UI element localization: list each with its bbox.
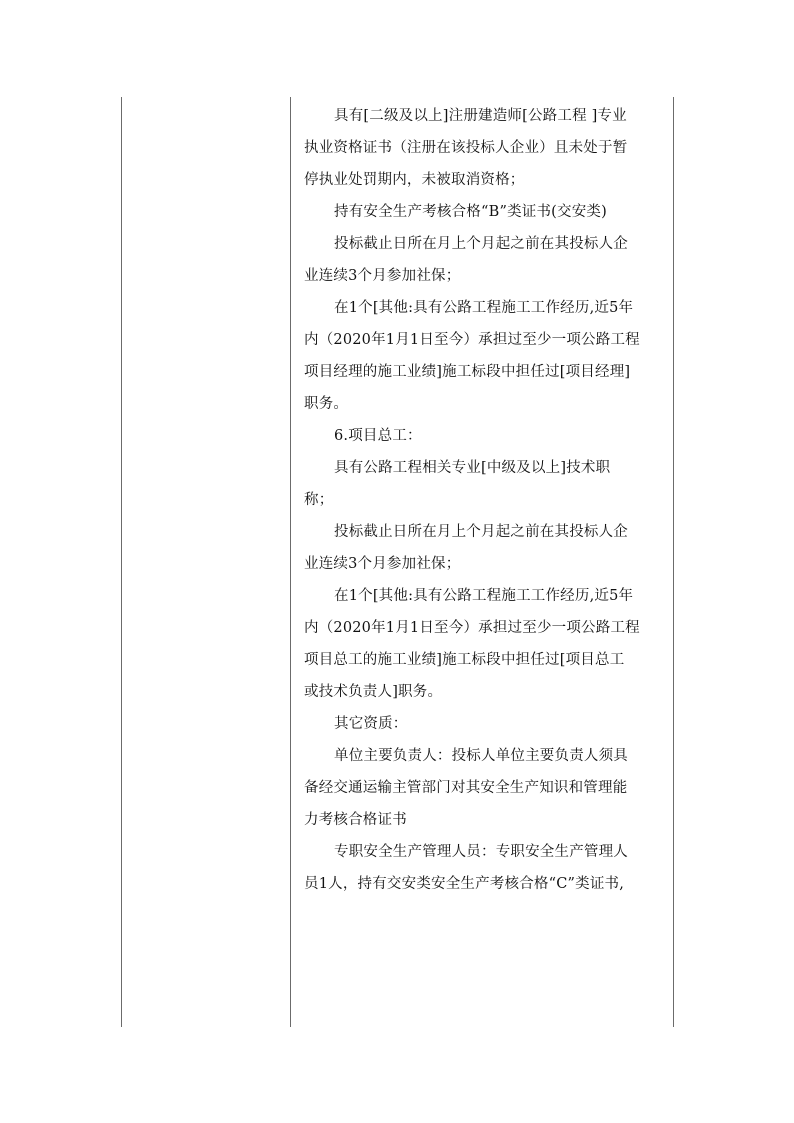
table-border-left [121,97,122,1027]
section-heading-other-qualifications: 其它资质： [334,716,408,732]
table-border-middle [290,97,291,1027]
qualification-requirements-text [304,100,666,900]
paragraph-project-manager-experience: 在1个[其他:具有公路工程施工工作经历,近5年 内（2020年1月1日至今）承担过至少一项公路工程 项目经理的施工业绩]施工标段中担任过[项目经理] 职务。 [304,300,640,412]
paragraph-social-security-2: 投标截止日所在月上个月起之前在其投标人企 业连续3个月参加社保； [304,524,628,572]
section-heading-chief-engineer: 6.项目总工： [334,428,422,444]
paragraph-chief-engineer-experience: 在1个[其他:具有公路工程施工工作经历,近5年 内（2020年1月1日至今）承担过至少一项公路工程 项目总工的施工业绩]施工标段中担任过[项目总工 或技术负责人]职务。 [304,588,640,700]
paragraph-social-security: 投标截止日所在月上个月起之前在其投标人企 业连续3个月参加社保； [304,236,628,284]
paragraph-registered-constructor: 具有[二级及以上]注册建造师[公路工程 ]专业 执业资格证书（注册在该投标人企业）且未处于暂 停执业处罚期内，未被取消资格； [304,108,628,188]
paragraph-safety-cert-b: 持有安全生产考核合格“B”类证书(交安类) [334,204,607,220]
table-border-right [673,97,674,1027]
paragraph-safety-manager: 专职安全生产管理人员：专职安全生产管理人 员1人，持有交安类安全生产考核合格“C”类证书, [304,844,628,892]
paragraph-technical-title: 具有公路工程相关专业[中级及以上]技术职 称； [304,460,611,508]
paragraph-unit-head: 单位主要负责人：投标人单位主要负责人须具 备经交通运输主管部门对其安全生产知识和管理能 力考核合格证书 [304,748,628,828]
